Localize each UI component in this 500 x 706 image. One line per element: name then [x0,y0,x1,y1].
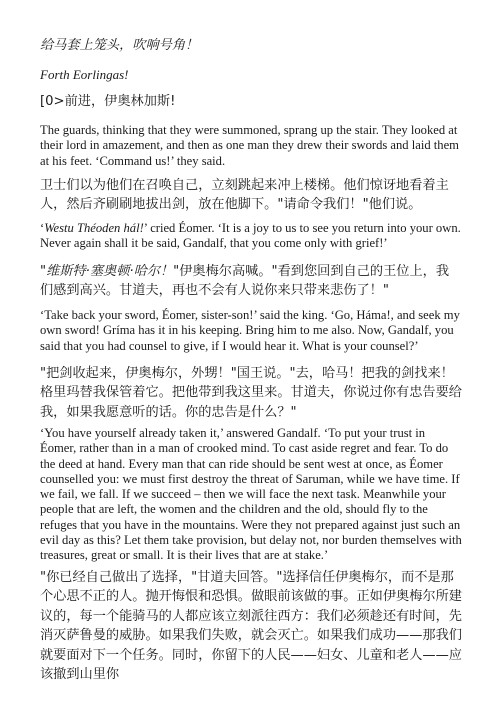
english-heading-line: Forth Eorlingas! [40,67,129,82]
italic-exclamation: 维斯特·塞奥顿·哈尔！ [46,264,174,279]
italic-exclamation: Westu Théoden hál! [44,221,144,235]
chinese-heading-line: 给马套上笼头，吹响号角！ [40,38,199,53]
english-paragraph-1: The guards, thinking that they were summoned, sprang up the stair. They looked at their lord in amazement, and then as one man they drew their swords and laid them at his feet. ‘Command us!’ they said. [40,123,459,168]
quote-mark: ‘ [40,221,45,235]
chinese-paragraph-2: 卫士们以为他们在召唤自己，立刻跳起来冲上楼梯。他们惊讶地看着主人，然后齐刷刷地拔出剑，放在他脚下。"请命令我们！"他们说。 [40,178,449,213]
chinese-paragraph-5: "你已经自己做出了选择，"甘道夫回答。"选择信任伊奥梅尔，而不是那个心思不正的人。抛开悔恨和恐惧。做眼前该做的事。正如伊奥梅尔所建议的，每一个能骑马的人都应该立刻派往西方：我们必须趁还有时间，先消灭萨鲁曼的威胁。如果我们失败，就会灭亡。如果我们成功——那我们就要面对下一个任务。同时，你留下的人民——妇女、儿童和老人——应该撤到山里你 [40,570,462,683]
chinese-paragraph-3 [40,262,462,301]
english-paragraph-3: ‘Take back your sword, Éomer, sister-son!’ said the king. ‘Go, Háma!, and seek my own sword! Gríma has it in his keeping. Bring him to me also. Now, Gandalf, you said that you had counsel to give, if I would hear it. What is your counsel?’ [40,308,460,353]
chinese-paragraph-1: [0>前进，伊奥林加斯! [40,94,176,109]
paragraph-text: ’ cried Éomer. ‘It is a joy to us to see you return into your own. Never again shall it be said, Gandalf, that you come only with grief!’ [40,221,461,251]
english-paragraph-2 [40,221,462,252]
paragraph-text: "伊奥梅尔高喊。"看到您回到自己的王位上，我们感到高兴。甘道夫，再也不会有人说你来只带来悲伤了！" [40,264,450,299]
chinese-paragraph-4: "把剑收起来，伊奥梅尔，外甥！"国王说。"去，哈马！把我的剑找来！格里玛替我保管着它。把他带到我这里来。甘道夫，你说过你有忠告要给我，如果我愿意听的话。你的忠告是什么？" [40,366,462,420]
english-paragraph-4: ‘You have yourself already taken it,’ answered Gandalf. ‘To put your trust in Éomer, rather than in a man of crooked mind. To cast aside regret and fear. To do the deed at hand. Every man that can ride should be sent west at once, as Éomer counselled you: we must first destroy the threat of Saruman, while we have time. If we fail, we fall. If we succeed – then we will face the next task. Meanwhile your people that are left, the women and the children and the old, should fly to the refuges that you have in the mountains. Were they not prepared against just such an evil day as this? Let them take provision, but delay not, nor burden themselves with treasures, great or small. It is their lives that are at stake.’ [40,426,462,563]
quote-mark: " [40,264,47,279]
